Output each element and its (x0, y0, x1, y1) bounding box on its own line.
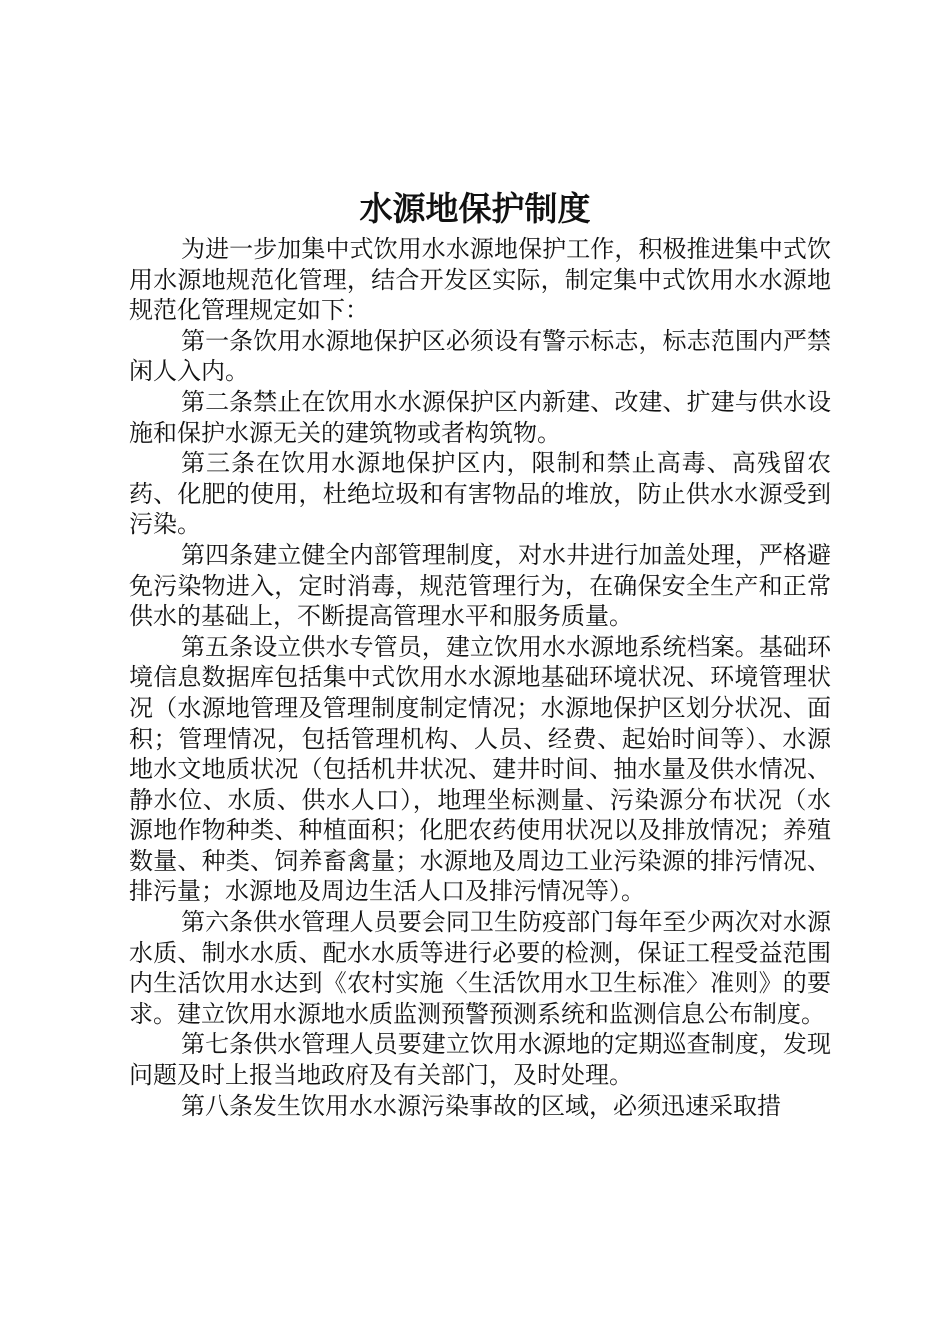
article-1-paragraph: 第一条饮用水源地保护区必须设有警示标志，标志范围内严禁闲人入内。 (129, 326, 831, 386)
article-6-paragraph: 第六条供水管理人员要会同卫生防疫部门每年至少两次对水源水质、制水水质、配水水质等进行必要的检测，保证工程受益范围内生活饮用水达到《农村实施〈生活饮用水卫生标准〉准则》的要求。建立饮用水源地水质监测预警预测系统和监测信息公布制度。 (129, 908, 831, 1028)
intro-paragraph: 为进一步加集中式饮用水水源地保护工作，积极推进集中式饮用水源地规范化管理，结合开发区实际，制定集中式饮用水水源地规范化管理规定如下： (129, 235, 831, 325)
article-5-paragraph: 第五条设立供水专管员，建立饮用水水源地系统档案。基础环境信息数据库包括集中式饮用水水源地基础环境状况、环境管理状况（水源地管理及管理制度制定情况；水源地保护区划分状况、面积；管理情况，包括管理机构、人员、经费、起始时间等）、水源地水文地质状况（包括机井状况、建井时间、抽水量及供水情况、静水位、水质、供水人口），地理坐标测量、污染源分布状况（水源地作物种类、种植面积；化肥农药使用状况以及排放情况；养殖数量、种类、饲养畜禽量；水源地及周边工业污染源的排污情况、排污量；水源地及周边生活人口及排污情况等）。 (129, 632, 831, 906)
document-title: 水源地保护制度 (359, 189, 591, 228)
article-3-paragraph: 第三条在饮用水源地保护区内，限制和禁止高毒、高残留农药、化肥的使用，杜绝垃圾和有害物品的堆放，防止供水水源受到污染。 (129, 449, 831, 539)
document-body (129, 234, 831, 1121)
article-7-paragraph: 第七条供水管理人员要建立饮用水源地的定期巡查制度，发现问题及时上报当地政府及有关部门，及时处理。 (129, 1030, 831, 1090)
article-4-paragraph: 第四条建立健全内部管理制度，对水井进行加盖处理，严格避免污染物进入，定时消毒，规范管理行为，在确保安全生产和正常供水的基础上，不断提高管理水平和服务质量。 (129, 540, 831, 631)
article-2-paragraph: 第二条禁止在饮用水水源保护区内新建、改建、扩建与供水设施和保护水源无关的建筑物或者构筑物。 (129, 387, 831, 447)
article-8-paragraph: 第八条发生饮用水水源污染事故的区域，必须迅速采取措 (181, 1091, 781, 1120)
